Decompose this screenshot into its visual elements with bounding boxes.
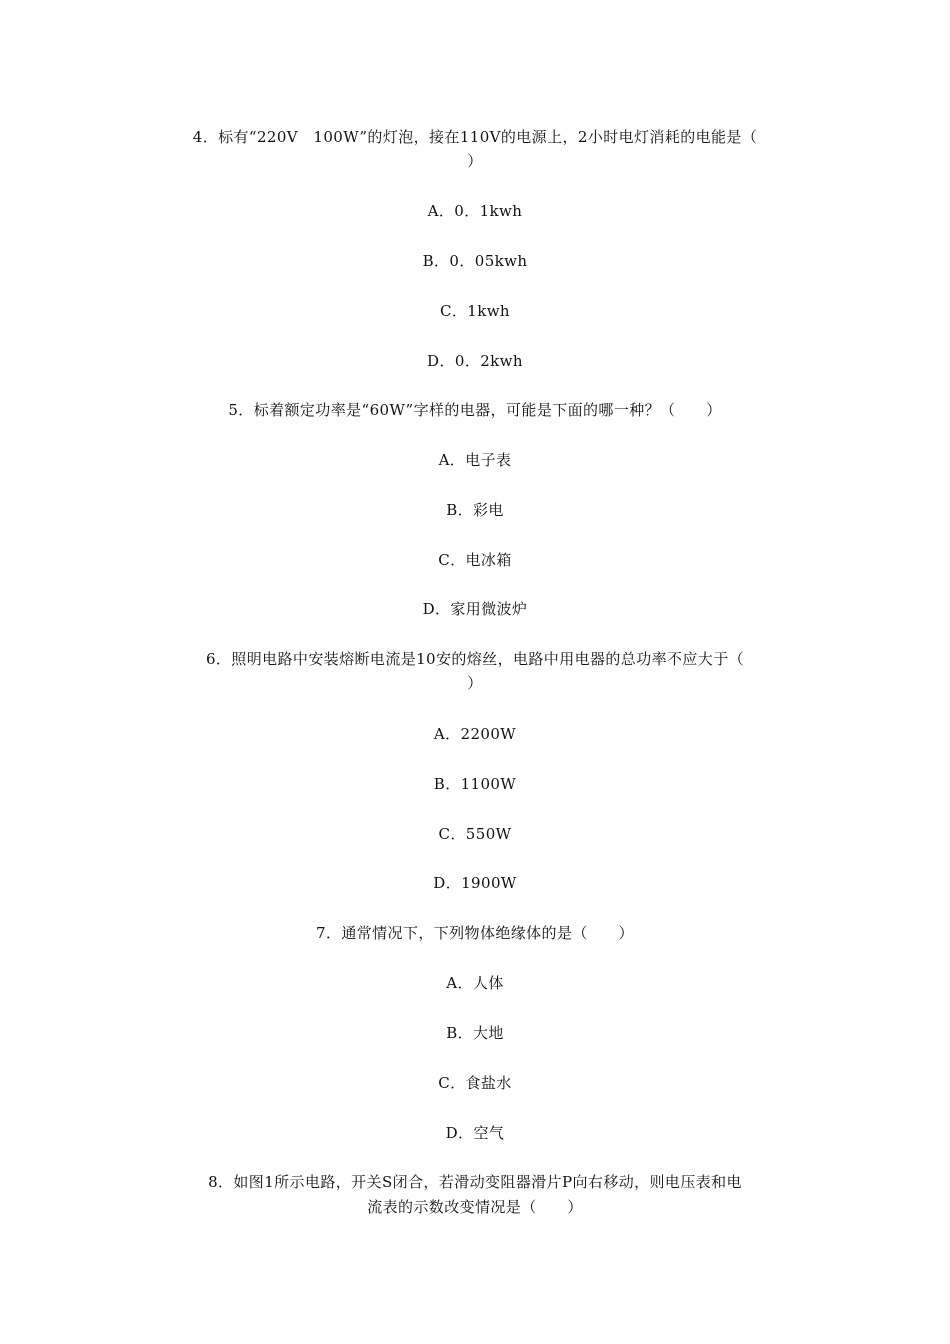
question-4-option-d: D．0．2kwh: [427, 352, 523, 370]
question-6-option-c: C．550W: [438, 825, 512, 843]
question-5-option-a: A．电子表: [438, 451, 512, 469]
question-5-option-c: C．电冰箱: [438, 551, 512, 569]
question-6-stem-line-1: 6．照明电路中安装熔断电流是10安的熔丝，电路中用电器的总功率不应大于（: [205, 650, 745, 668]
question-4-option-c: C．1kwh: [439, 302, 510, 320]
question-8-stem-line-2: 流表的示数改变情况是（ ）: [367, 1198, 583, 1216]
question-6-stem-line-2: ）: [467, 674, 483, 692]
question-5-option-b: B．彩电: [446, 501, 504, 519]
question-6-option-b: B．1100W: [433, 775, 517, 793]
question-5-stem-line-1: 5．标着额定功率是“60W”字样的电器，可能是下面的哪一种？（ ）: [228, 401, 722, 419]
question-6-option-d: D．1900W: [433, 874, 517, 892]
question-4-option-b: B．0．05kwh: [422, 252, 528, 270]
question-7-option-a: A．人体: [446, 974, 504, 992]
question-7-stem-line-1: 7．通常情况下，下列物体绝缘体的是（ ）: [316, 924, 634, 942]
question-7-option-d: D．空气: [445, 1124, 505, 1142]
question-6-option-a: A．2200W: [433, 725, 517, 743]
question-4-stem-line-1: 4．标有“220V 100W”的灯泡，接在110V的电源上，2小时电灯消耗的电能是（: [192, 128, 758, 146]
question-5-option-d: D．家用微波炉: [422, 600, 528, 618]
question-8-stem-line-1: 8．如图1所示电路，开关S闭合，若滑动变阻器滑片P向右移动，则电压表和电: [208, 1173, 742, 1191]
question-7-option-b: B．大地: [446, 1024, 504, 1042]
question-4-stem-line-2: ）: [467, 152, 483, 170]
question-4-option-a: A．0．1kwh: [427, 202, 523, 220]
question-7-option-c: C．食盐水: [438, 1074, 512, 1092]
